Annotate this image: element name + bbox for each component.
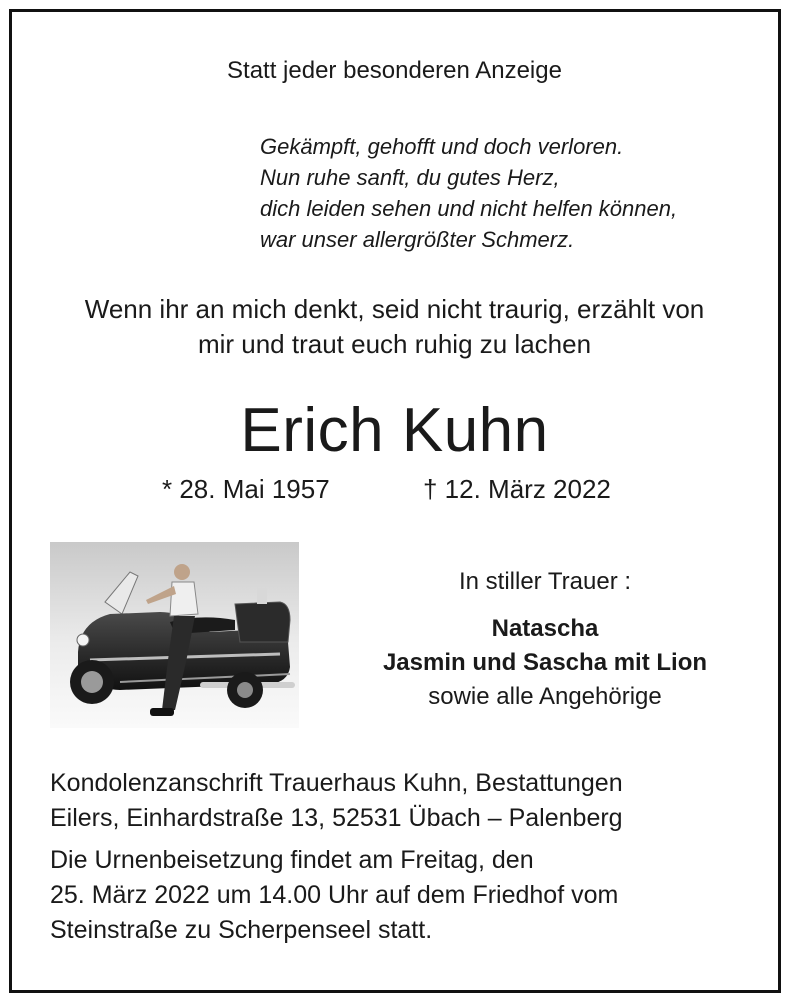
birth-date: * 28. Mai 1957 bbox=[162, 474, 330, 504]
poem-line: Nun ruhe sanft, du gutes Herz, bbox=[260, 165, 560, 190]
burial-line: Steinstraße zu Scherpenseel statt. bbox=[50, 916, 433, 944]
poem bbox=[260, 131, 677, 255]
mourner-name: Natascha bbox=[491, 615, 599, 642]
deceased-name: Erich Kuhn bbox=[240, 396, 549, 465]
motorcycle-photo bbox=[50, 542, 299, 728]
mourning-intro: In stiller Trauer : bbox=[458, 568, 632, 595]
poem-line: dich leiden sehen und nicht helfen können, bbox=[260, 196, 678, 221]
burial-notice bbox=[50, 843, 618, 948]
condolence-line: Kondolenzanschrift Trauerhaus Kuhn, Bestattungen bbox=[50, 769, 623, 797]
poem-line: Gekämpft, gehofft und doch verloren. bbox=[260, 134, 624, 159]
quote-line: Wenn ihr an mich denkt, seid nicht traurig, erzählt von bbox=[84, 294, 705, 324]
condolence-line: Eilers, Einhardstraße 13, 52531 Übach – Palenberg bbox=[50, 804, 623, 832]
poem-line: war unser allergrößter Schmerz. bbox=[260, 227, 575, 252]
burial-line: 25. März 2022 um 14.00 Uhr auf dem Friedhof vom bbox=[50, 881, 619, 909]
announcement-header: Statt jeder besonderen Anzeige bbox=[227, 57, 562, 84]
quote-line: mir und traut euch ruhig zu lachen bbox=[197, 329, 592, 359]
death-date: † 12. März 2022 bbox=[423, 474, 611, 504]
quote bbox=[0, 292, 789, 362]
burial-line: Die Urnenbeisetzung findet am Freitag, den bbox=[50, 846, 534, 874]
mourners-others: sowie alle Angehörige bbox=[428, 683, 662, 710]
condolence-address bbox=[50, 766, 623, 836]
mourner-name: Jasmin und Sascha mit Lion bbox=[382, 649, 708, 676]
